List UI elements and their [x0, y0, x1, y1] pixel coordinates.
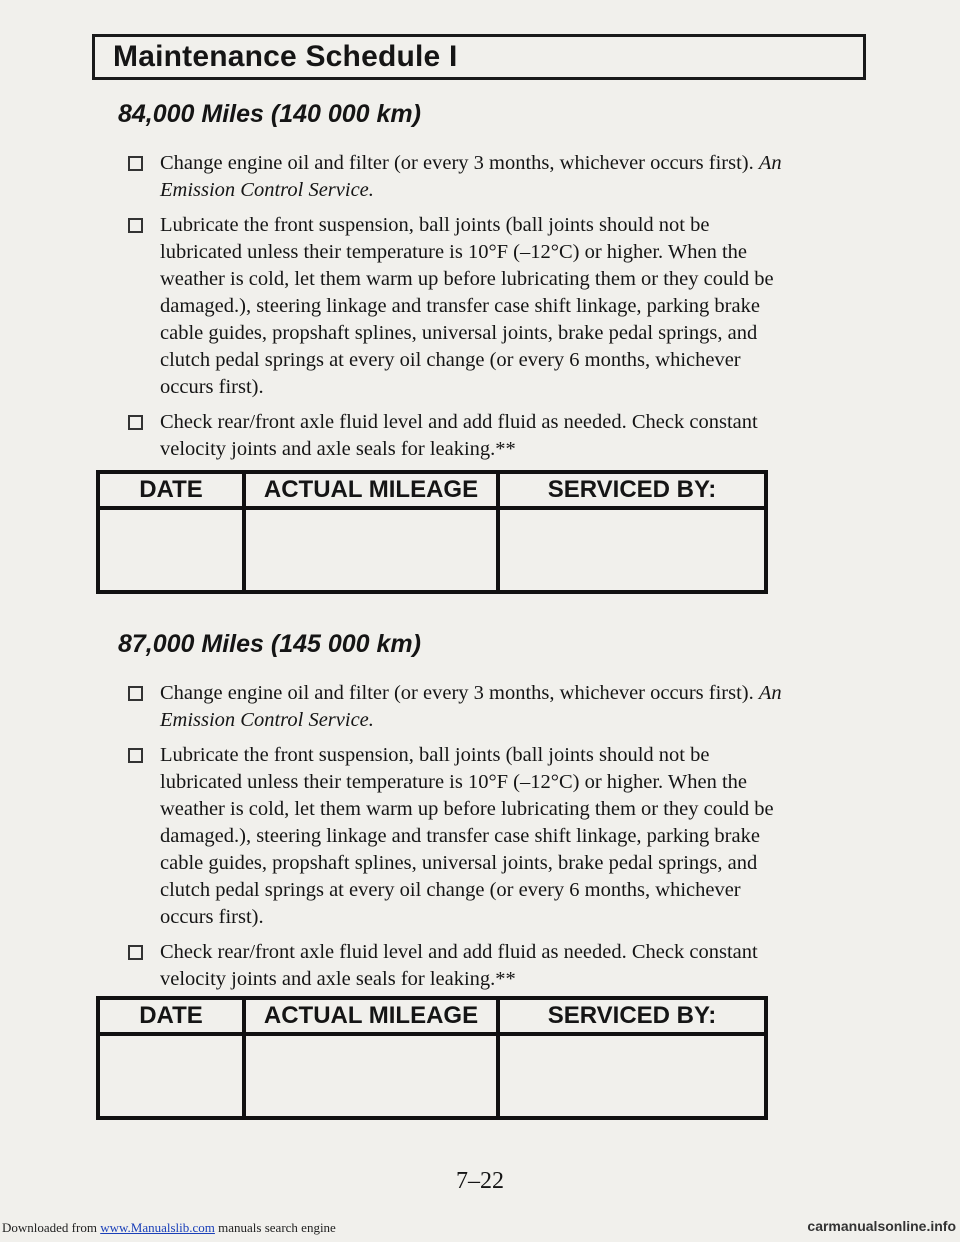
item-text: Lubricate the front suspension, ball joints (ball joints should not be lubricated unless their temperature is 10°F (–12°C) or higher. When the weather is cold, let them warm up before lubricating them or they could be damaged.), steering linkage and transfer case shift linkage, parking brake cable guides, propshaft splines, universal joints, brake pedal springs, and clutch pedal springs at every oil change (or every 6 months, whichever occurs first). [160, 744, 774, 928]
header-actual-mileage: ACTUAL MILEAGE [263, 1002, 479, 1029]
item-text: Check rear/front axle fluid level and add fluid as needed. Check constant velocity joints and axle seals for leaking.** [160, 941, 758, 990]
service-record-table [96, 470, 768, 594]
checkbox-icon[interactable] [128, 748, 143, 763]
checkbox-icon[interactable] [128, 218, 143, 233]
header-serviced-by: SERVICED BY: [547, 476, 717, 503]
checkbox-icon[interactable] [128, 945, 143, 960]
checklist-item [128, 742, 788, 931]
page-title: Maintenance Schedule I [113, 40, 458, 73]
header-serviced-by: SERVICED BY: [547, 1002, 717, 1029]
page-number: 7–22 [456, 1168, 504, 1194]
header-date: DATE [139, 1002, 203, 1029]
header-date: DATE [139, 476, 203, 503]
item-text: Lubricate the front suspension, ball joints (ball joints should not be lubricated unless their temperature is 10°F (–12°C) or higher. When the weather is cold, let them warm up before lubricating them or they could be damaged.), steering linkage and transfer case shift linkage, parking brake cable guides, propshaft splines, universal joints, brake pedal springs, and clutch pedal springs at every oil change (or every 6 months, whichever occurs first). [160, 214, 774, 398]
checklist-item [128, 150, 788, 204]
item-text: Change engine oil and filter (or every 3 months, whichever occurs first). [160, 152, 759, 174]
checklist [128, 680, 788, 1001]
item-text: Check rear/front axle fluid level and add fluid as needed. Check constant velocity joints and axle seals for leaking.** [160, 411, 758, 460]
item-text: Change engine oil and filter (or every 3 months, whichever occurs first). [160, 682, 759, 704]
footer-source [2, 1220, 336, 1236]
checkbox-icon[interactable] [128, 686, 143, 701]
checkbox-icon[interactable] [128, 415, 143, 430]
item-italic-note: An Emission Control Service. [160, 682, 782, 731]
section-heading: 84,000 Miles (140 000 km) [118, 100, 421, 128]
footer-prefix: Downloaded from [2, 1220, 101, 1235]
checkbox-icon[interactable] [128, 156, 143, 171]
item-italic-note: An Emission Control Service. [160, 152, 782, 201]
service-record-table [96, 996, 768, 1120]
checklist-item [128, 680, 788, 734]
footer-watermark: carmanualsonline.info [807, 1218, 956, 1234]
footer-link[interactable]: www.Manualslib.com [100, 1220, 215, 1235]
header-actual-mileage: ACTUAL MILEAGE [263, 476, 479, 503]
checklist-item [128, 212, 788, 401]
section-heading: 87,000 Miles (145 000 km) [118, 630, 421, 658]
page-header-box [92, 34, 866, 80]
footer-suffix: manuals search engine [214, 1220, 336, 1235]
checklist-item [128, 939, 788, 993]
checklist-item [128, 409, 788, 463]
checklist [128, 150, 788, 471]
